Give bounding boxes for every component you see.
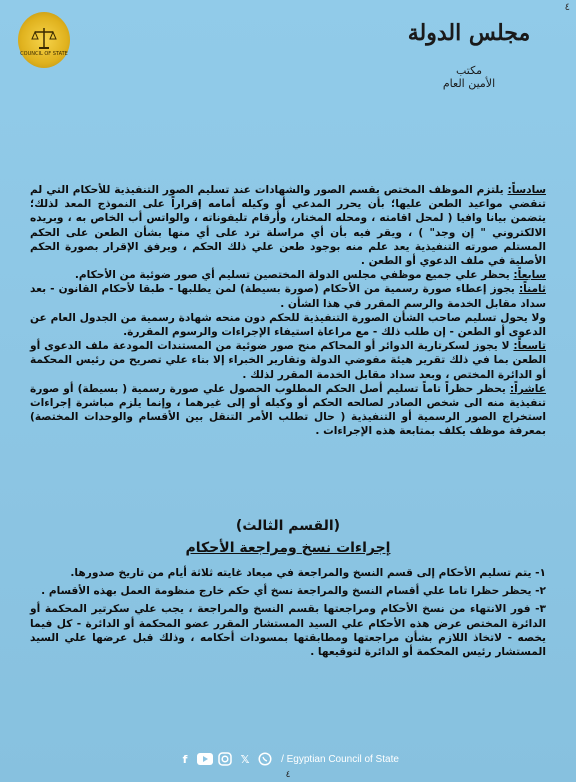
list-item: ١- يتم تسليم الأحكام إلى قسم النسخ والمراجعة في ميعاد غايته ثلاثة أيام من تاريخ صدورها. [70,567,546,579]
paragraph-text: لا يجوز لسكرتارية الدوائر أو المحاكم منح صور ضوئية من المستندات المودعة ملف الدعوى أو الطعن بما في ذلك تقرير هيئة مفوضي الدولة وتقارير الخبراء إلا بناء علي تصريح من رئيس المحكمة أو الدائرة المختص ، وبعد سداد مقابل الخدمة المقرر لذلك . [30,340,546,381]
x-icon[interactable]: 𝕏 [240,752,250,766]
paragraph-text: ولا يحول تسليم صاحب الشأن الصورة التنفيذية للحكم دون منحه شهادة رسمية من الجدول العام عن الدعوى أو الطعن - إن طلب ذلك - مع مراعاة استيفاء الإجراءات والرسوم المقررة. [30,311,546,339]
office-label: مكتب [455,64,483,77]
paragraph-lead: عاشراً: [509,382,546,395]
instagram-icon[interactable] [217,751,233,767]
letterhead [384,20,554,90]
section-title: (القسم الثالث) [235,518,341,534]
council-logo [18,12,70,68]
paragraph-eighth-cont [30,311,546,339]
whatsapp-icon[interactable] [257,751,273,767]
paragraph-ninth [30,339,546,382]
paragraph-text: يلتزم الموظف المختص بقسم الصور والشهادات عند تسليم الصور التنفيذية للأحكام التي لم تنقضي مواعيد الطعن عليها؛ بأن يحرر المدعي أو وكيله أمامه إقراراً على النموذج المعد لذلك؛ يتضمن بيانا وافيا ( لمحل اقامته ، ومحله المختار، وأرقام تليفوناته ، والواتس أب الخاص به ، وبريده الالكتروني " إن وجد" ) ، ويقر فيه بأن أي مراسلة ترد على أي منها بشأن الطعن على الحكم المستلم صورته التنفيذية يعد علم منه بوجود طعن علي ذلك الحكم ، ويرفق الإقرار بصورة الحكم الأصلية في ملف الدعوي أو الطعن . [30,184,546,268]
paragraph-text: يحظر حظراً تاماً تسليم أصل الحكم المطلوب الحصول علي صورة رسمية ( بسيطة) أو صورة تنفيذية منه الى شخص الصادر لصالحه الحكم أو وكيله أو إلى غيرهما ، وإنما يلزم مباشرة إجراءات استخراج الصور الرسمية أو التنفيذية ( حال تطلب الأمر التنقل بين الأقسام والوحدات المختصة) بمعرفة موظف يكلف بمتابعة هذه الإجراءات . [30,382,546,438]
corner-page-mark: ٤ [564,2,570,13]
page-number: ٤ [285,770,291,780]
paragraph-seventh [30,268,546,282]
paragraph-text: يحظر علي جميع موظفي مجلس الدولة المختصين تسليم أي صور ضوئية من الأحكام. [74,269,514,282]
youtube-icon[interactable] [197,751,213,767]
secretary-general-label: الأمين العام [442,77,496,90]
logo-label: COUNCIL OF STATE [20,51,68,57]
paragraph-lead: ثامناً: [518,283,546,296]
list-item: ٣- فور الانتهاء من نسخ الأحكام ومراجعتها بقسم النسخ والمراجعة ، يجب علي سكرتير المحكمة أو الدائرة المختص عرض هذه الأحكام علي السيد المستشار المقرر عضو المحكمة أو الدائرة - كل فيما يخصه - لاتخاذ اللازم بشأن مراجعتها ومطابقتها بمسودات أحكامه ، وذلك قبل عرضها علي السيد المستشار رئيس المحكمة أو الدائرة لتوقيعها . [30,603,546,659]
footer-text: / Egyptian Council of State [281,753,399,765]
paragraph-eighth [30,282,546,310]
paragraph-lead: سادساً: [507,184,546,196]
paragraph-text: يجوز إعطاء صورة رسمية من الأحكام (صورة بسيطة) لمن يطلبها - طبقا لأحكام القانون - بعد سداد مقابل الخدمة والرسم المقرر في هذا الشأن . [30,283,546,310]
social-footer [0,748,576,770]
council-name: مجلس الدولة [407,20,531,46]
paragraph-tenth [30,382,546,439]
paragraph-sixth [30,183,546,268]
facebook-icon[interactable]: f [182,752,188,766]
list-item: ٢- يحظر حظرا تاما علي أقسام النسخ والمراجعة نسخ أي حكم خارج منظومة العمل بهذه الأقسام . [41,585,546,598]
paragraph-lead: سابعاً: [513,269,546,282]
body-paragraphs [30,183,546,439]
procedure-list [30,566,546,663]
scales-of-justice-icon [29,23,59,53]
section-subtitle: إجراءات نسخ ومراجعة الأحكام [185,540,391,556]
paragraph-lead: تاسعاً: [513,340,546,353]
